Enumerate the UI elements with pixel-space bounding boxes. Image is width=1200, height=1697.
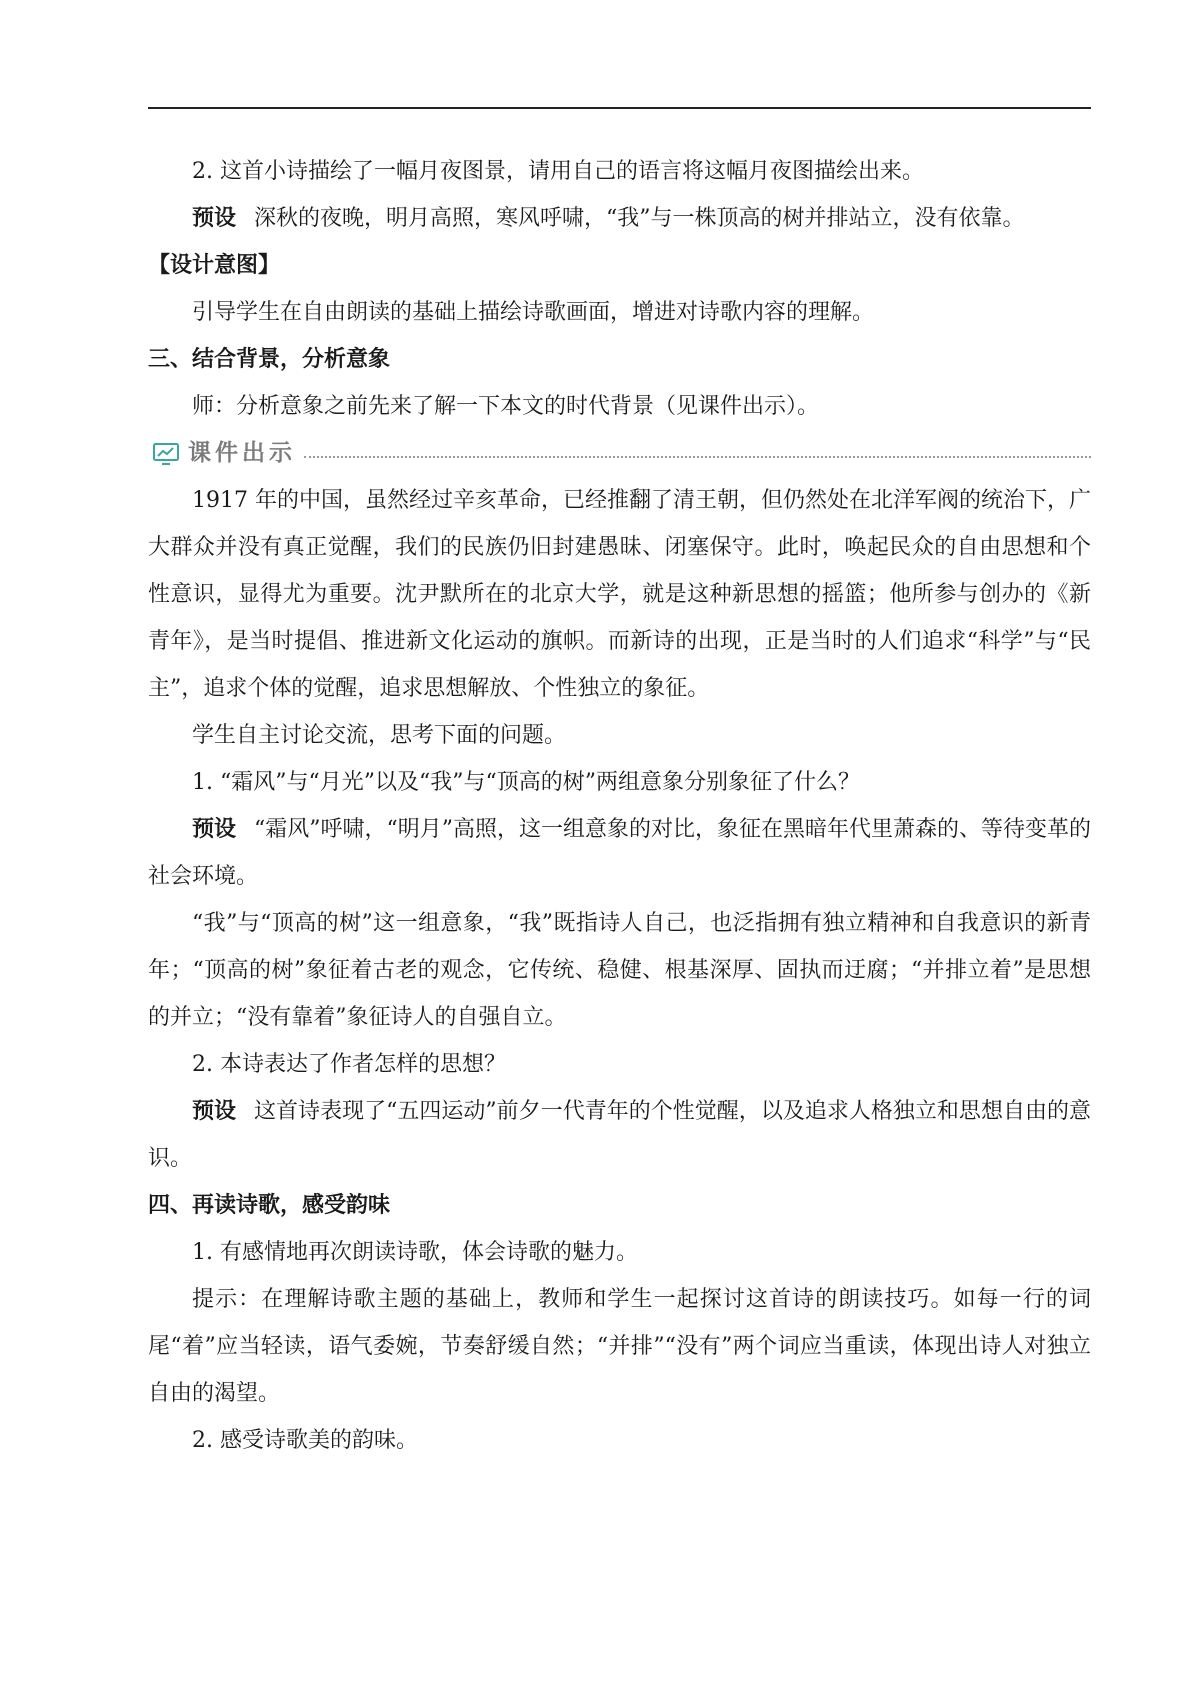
preset-text: “霜风”呼啸，“明月”高照，这一组意象的对比，象征在黑暗年代里萧森的、等待变革的社会环境。	[148, 817, 1092, 889]
section-3-question-2: 2. 本诗表达了作者怎样的思想？	[192, 1052, 506, 1077]
question-2-preset	[148, 195, 1091, 242]
section-3-question-1-paragraph-2: “我”与“顶高的树”这一组意象，“我”既指诗人自己，也泛指拥有独立精神和自我意识的新青年；“顶高的树”象征着古老的观念，它传统、稳健、根基深厚、固执而迂腐；“并排立着”是思想的并立；“没有靠着”象征诗人的自强自立。	[148, 911, 1091, 1030]
section-4-question-1: 1. 有感情地再次朗读诗歌，体会诗歌的魅力。	[192, 1240, 638, 1265]
header-rule	[148, 107, 1091, 109]
courseware-banner	[148, 430, 1091, 477]
document-body	[148, 148, 1091, 1464]
preset-label: 预设	[192, 206, 237, 231]
section-3-question-2-preset	[148, 1088, 1091, 1182]
discussion-intro: 学生自主讨论交流，思考下面的问题。	[192, 723, 567, 748]
background-paragraph: 1917 年的中国，虽然经过辛亥革命，已经推翻了清王朝，但仍然处在北洋军阀的统治下，广大群众并没有真正觉醒，我们的民族仍旧封建愚昧、闭塞保守。此时，唤起民众的自由思想和个性意识，显得尤为重要。沈尹默所在的北京大学，就是这种新思想的摇篮；他所参与创办的《新青年》，是当时提倡、推进新文化运动的旗帜。而新诗的出现，正是当时的人们追求“科学”与“民主”，追求个体的觉醒，追求思想解放、个性独立的象征。	[148, 488, 1091, 701]
preset-label: 预设	[192, 817, 237, 842]
design-intent-heading: 【设计意图】	[148, 253, 281, 278]
courseware-title: 课件出示	[188, 440, 296, 466]
section-4-tip: 提示：在理解诗歌主题的基础上，教师和学生一起探讨这首诗的朗读技巧。如每一行的词尾“着”应当轻读，语气委婉，节奏舒缓自然；“并排”“没有”两个词应当重读，体现出诗人对独立自由的渴望。	[148, 1287, 1091, 1406]
preset-label: 预设	[192, 1099, 237, 1124]
chart-board-icon	[152, 442, 180, 466]
section-3-question-1-preset	[148, 806, 1091, 900]
courseware-divider	[304, 456, 1091, 458]
section-4-heading: 四、再读诗歌，感受韵味	[148, 1193, 391, 1218]
teacher-line: 师：分析意象之前先来了解一下本文的时代背景（见课件出示）。	[192, 394, 820, 419]
design-intent-text: 引导学生在自由朗读的基础上描绘诗歌画面，增进对诗歌内容的理解。	[192, 300, 875, 325]
section-4-question-2: 2. 感受诗歌美的韵味。	[192, 1428, 418, 1453]
section-3-heading: 三、结合背景，分析意象	[148, 347, 391, 372]
section-3-question-1: 1. “霜风”与“月光”以及“我”与“顶高的树”两组意象分别象征了什么？	[192, 770, 860, 795]
preset-text: 这首诗表现了“五四运动”前夕一代青年的个性觉醒，以及追求人格独立和思想自由的意识。	[148, 1099, 1091, 1171]
preset-text: 深秋的夜晚，明月高照，寒风呼啸，“我”与一株顶高的树并排站立，没有依靠。	[254, 206, 1025, 231]
question-2: 2. 这首小诗描绘了一幅月夜图景，请用自己的语言将这幅月夜图描绘出来。	[192, 159, 924, 184]
